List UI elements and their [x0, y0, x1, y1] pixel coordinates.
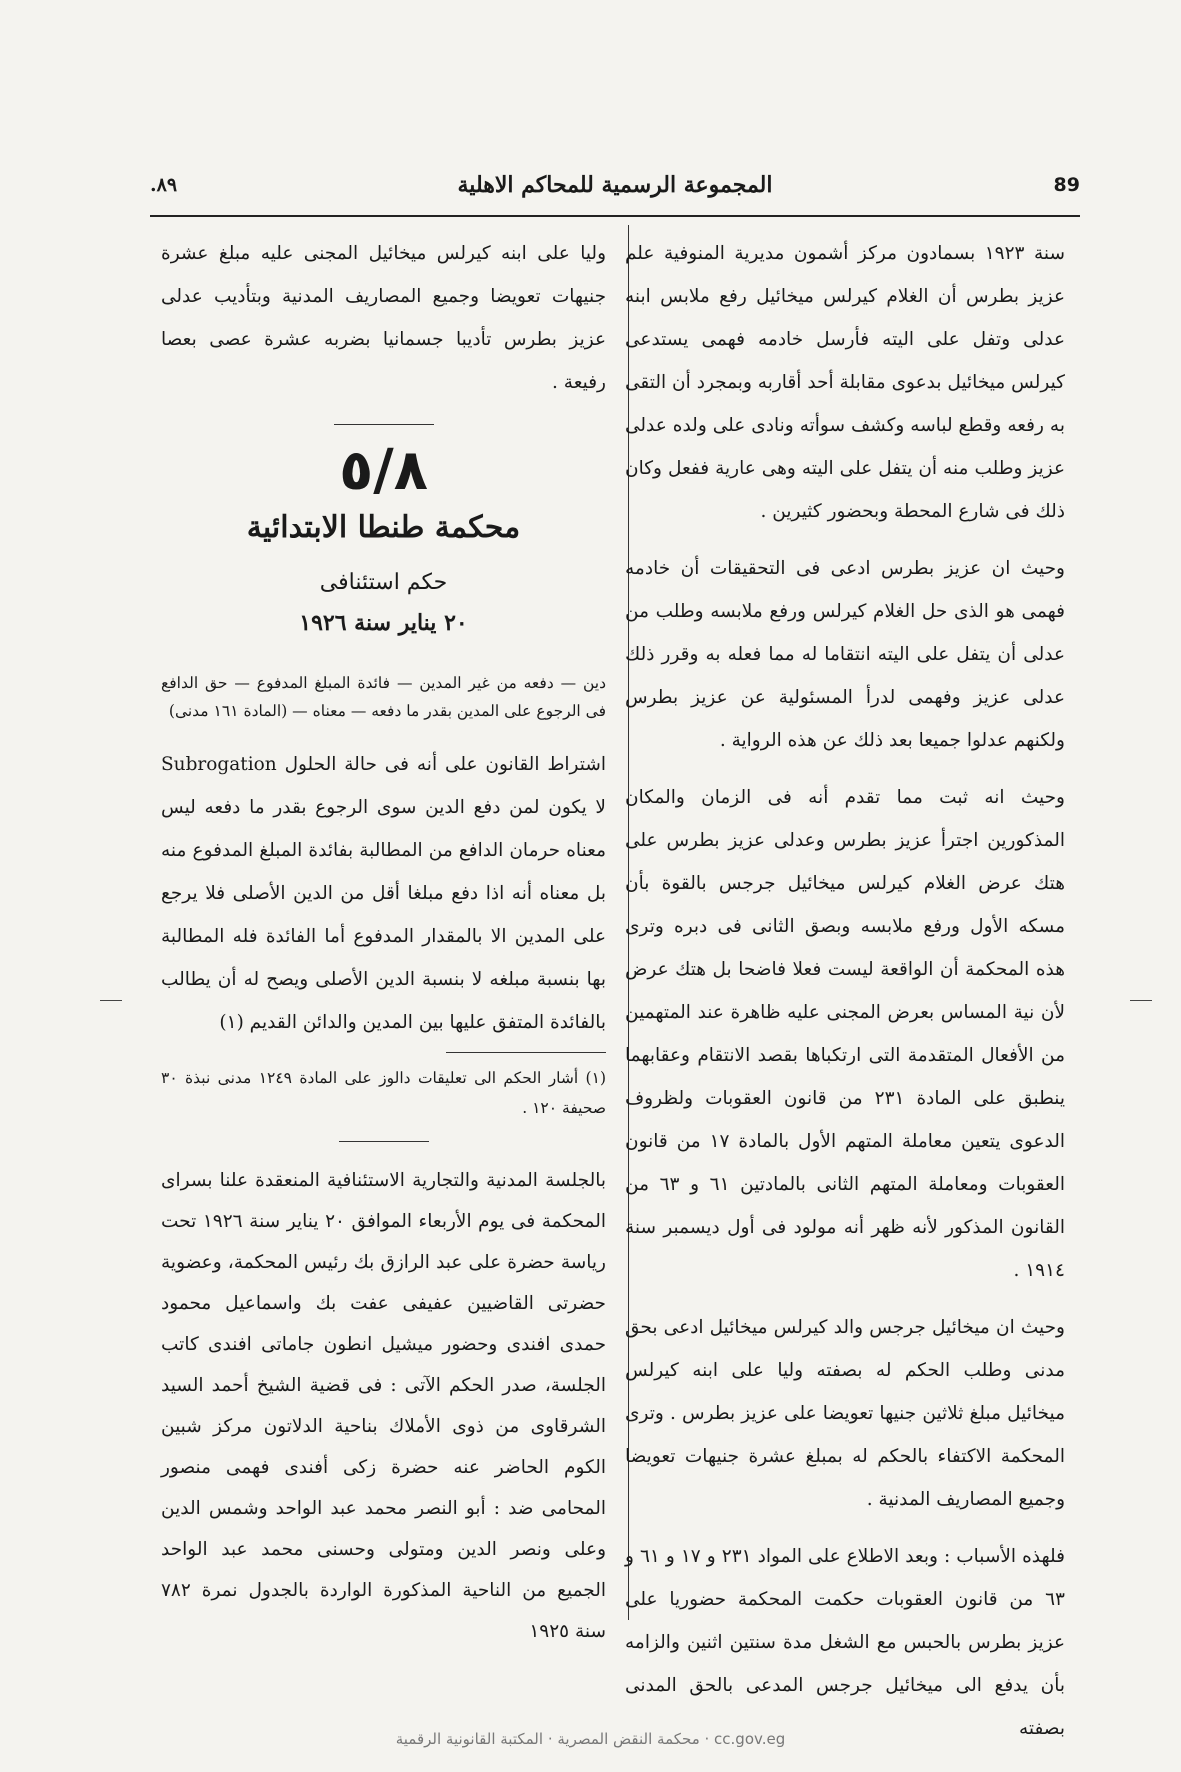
- margin-mark: [1130, 1000, 1152, 1001]
- left-column: [161, 232, 606, 1652]
- page-number-arabic: ٨٩.: [150, 174, 178, 196]
- court-name: محكمة طنطا الابتدائية: [246, 510, 521, 545]
- footnote: (١) أشار الحكم الى تعليقات دالوز على المادة ١٢٤٩ مدنى نبذة ٣٠ صحيفة ١٢٠ .: [161, 1069, 606, 1117]
- ruling-date: ٢٠ يناير سنة ١٩٢٦: [299, 610, 468, 636]
- paragraph-facts: سنة ١٩٢٣ بسمادون مركز أشمون مديرية المنوفية علم عزيز بطرس أن الغلام كيرلس ميخائيل رفع ملابس ابنه عدلى وتفل على اليته فأرسل خادمه فهمى يستدعى كيرلس ميخائيل بدعوى مقابلة أحد أقاربه وبمجرد أن التقى به رفعه وقطع لباسه وكشف سوأته ونادى على ولده عدلى عزيز وطلب منه أن يتفل على اليته وهى عارية ففعل وكان ذلك فى شارع المحطة وبحضور كثيرين .: [625, 243, 1065, 522]
- paragraph-investigation: وحيث ان عزيز بطرس ادعى فى التحقيقات أن خادمه فهمى هو الذى حل الغلام كيرلس ورفع ملابسه وطلب من عدلى أن يتفل على اليته انتقاما له مما فعله به وقرر ذلك عدلى عزيز وفهمى لدرأ المسئولية عن عزيز بطرس ولكنهم عدلوا جميعا بعد ذلك عن هذه الرواية .: [625, 558, 1066, 751]
- publication-title: المجموعة الرسمية للمحاكم الاهلية: [457, 172, 773, 198]
- section-rule: [334, 424, 434, 425]
- footnote-end-rule: [339, 1141, 429, 1142]
- verdict-continuation: وليا على ابنه كيرلس ميخائيل المجنى عليه مبلغ عشرة جنيهات تعويضا وجميع المصاريف المدنية وبتأديب عدلى عزيز بطرس تأديبا جسمانيا بضربه عشرة عصى بعصا رفيعة .: [161, 243, 606, 393]
- page-footer: cc.gov.eg · محكمة النقض المصرية · المكتبة القانونية الرقمية: [395, 1730, 786, 1748]
- case-number: ٥/٨: [339, 438, 428, 503]
- header-rule: [150, 215, 1080, 217]
- margin-mark: [100, 1000, 122, 1001]
- ruling-abstract: اشتراط القانون على أنه فى حالة الحلول Subrogation لا يكون لمن دفع الدين سوى الرجوع بقدر ما دفعه ليس معناه حرمان الدافع من المطالبة بفائدة المبلغ المدفوع منه بل معناه أنه اذا دفع مبلغا أقل من الدين الأصلى فلا يرجع على المدين الا بالمقدار المدفوع أما الفائدة فله المطالبة بها بنسبة مبلغه لا بنسبة الدين الأصلى ويصح له أن يطالب بالفائدة المتفق عليها بين المدين والدائن القديم (١): [161, 754, 606, 1033]
- page-header: [150, 168, 1080, 212]
- ruling-summary: دين — دفعه من غير المدين — فائدة المبلغ المدفوع — حق الدافع فى الرجوع على المدين بقدر ما دفعه — معناه — (المادة ١٦١ مدنى): [161, 674, 606, 720]
- footnote-rule: [446, 1052, 606, 1053]
- hearing-paragraph: بالجلسة المدنية والتجارية الاستئنافية المنعقدة علنا بسراى المحكمة فى يوم الأربعاء الموافق ٢٠ يناير سنة ١٩٢٦ تحت رياسة حضرة على عبد الرازق بك رئيس المحكمة، وعضوية حضرتى القاضيين عفيفى عفت بك واسماعيل محمود حمدى افندى وحضور ميشيل انطون جاماتى افندى كاتب الجلسة، صدر الحكم الآتى : فى قضية الشيخ أحمد السيد الشرقاوى من ذوى الأملاك بناحية الدلاتون مركز شبين الكوم الحاضر عنه حضرة زكى أفندى فهمى منصور المحامى ضد : أبو النصر محمد عبد الواحد وشمس الدين وعلى ونصر الدين ومتولى وحسنى محمد عبد الواحد الجميع من الناحية المذكورة الواردة بالجدول نمرة ٧٨٢ سنة ١٩٢٥: [161, 1170, 607, 1642]
- paragraph-finding: وحيث انه ثبت مما تقدم أنه فى الزمان والمكان المذكورين اجترأ عزيز بطرس وعدلى عزيز بطرس على هتك عرض الغلام كيرلس ميخائيل جرجس بالقوة بأن مسكه الأول ورفع ملابسه وبصق الثانى فى دبره وترى هذه المحكمة أن الواقعة ليست فعلا فاضحا بل هتك عرض لأن نية المساس بعرض المجنى عليه ظاهرة عند المتهمين من الأفعال المتقدمة التى ارتكباها بقصد الانتقام وعقابهما ينطبق على المادة ٢٣١ من قانون العقوبات ولظروف الدعوى يتعين معاملة المتهم الأول بالمادة ١٧ من قانون العقوبات ومعاملة المتهم الثانى بالمادتين ٦١ و ٦٣ من القانون المذكور لأنه ظهر أنه مولود فى أول ديسمبر سنة ١٩١٤ .: [625, 787, 1066, 1281]
- paragraph-civil-claim: وحيث ان ميخائيل جرجس والد كيرلس ميخائيل ادعى بحق مدنى وطلب الحكم له بصفته وليا على ابنه كيرلس ميخائيل مبلغ ثلاثين جنيها تعويضا على عزيز بطرس . وترى المحكمة الاكتفاء بالحكم له بمبلغ عشرة جنيهات تعويضا وجميع المصاريف المدنية .: [625, 1317, 1065, 1510]
- ruling-type: حكم استئنافى: [319, 570, 448, 595]
- paragraph-verdict: فلهذه الأسباب : وبعد الاطلاع على المواد ٢٣١ و ١٧ و ٦١ و ٦٣ من قانون العقوبات حكمت المحكمة حضوريا على عزيز بطرس بالحبس مع الشغل مدة سنتين اثنين والزامه بأن يدفع الى ميخائيل جرجس المدعى بالحق المدنى بصفته: [625, 1546, 1065, 1739]
- right-column: [625, 232, 1065, 1764]
- page-number-latin: 89: [1053, 174, 1080, 196]
